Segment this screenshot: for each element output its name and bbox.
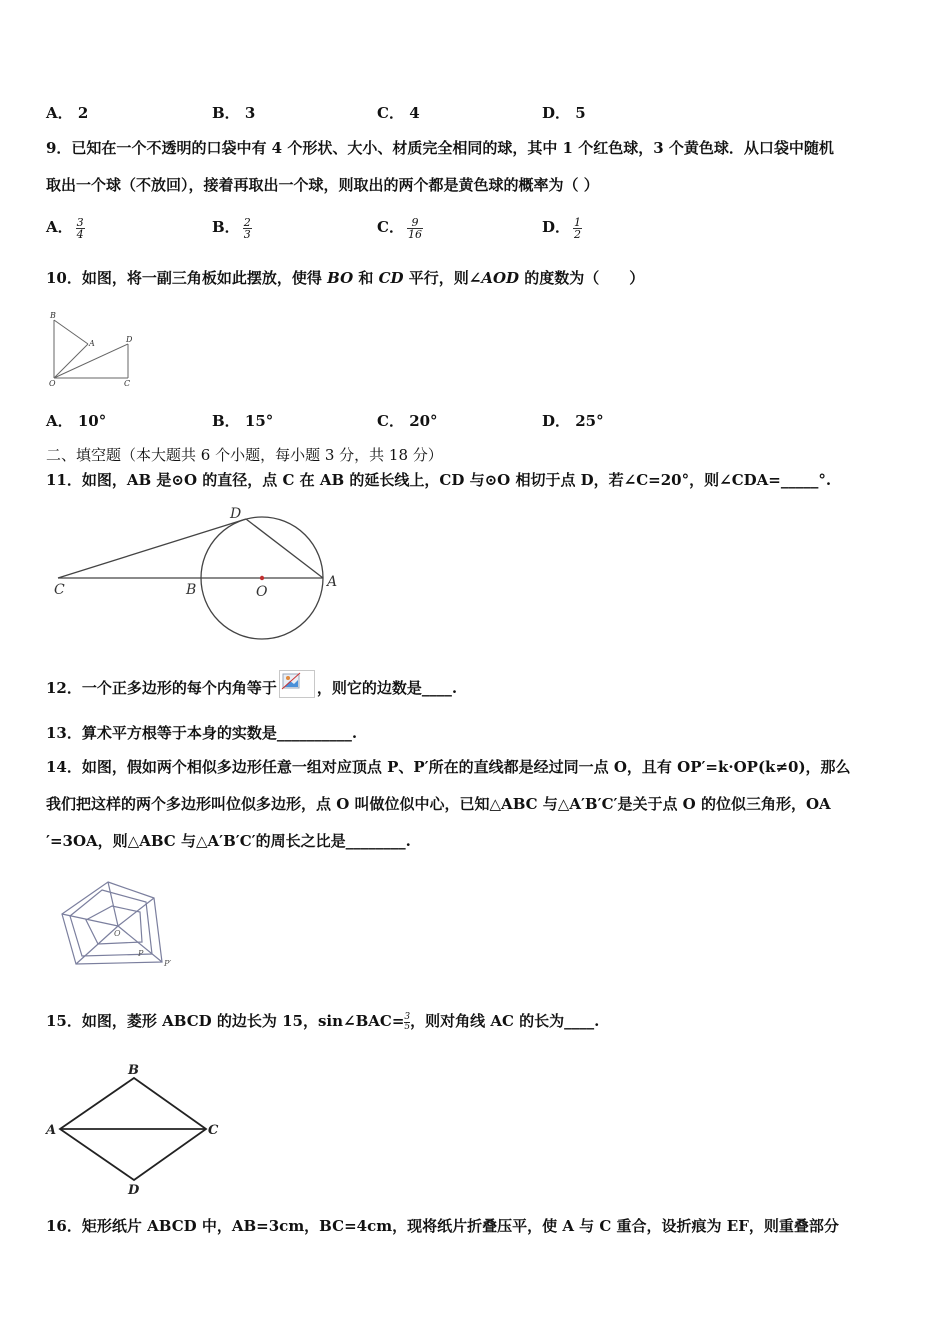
fig14-label-p: P — [138, 949, 144, 958]
q9-option-b: B． $\frac{2}{3}$ — [212, 215, 251, 241]
q14-line3: ′=3OA，则△ABC 与△A′B′C′的周长之比是________. — [46, 832, 411, 850]
q10-option-a: A． 10° — [46, 412, 107, 430]
q9-option-d: D． $\frac{1}{2}$ — [542, 215, 582, 241]
fig10-label-o: O — [49, 379, 56, 388]
fig15-label-a: A — [46, 1123, 57, 1138]
q11-stem: 11．如图，AB 是⊙O 的直径，点 C 在 AB 的延长线上，CD 与⊙O 相切于点 D，若∠C=20°，则∠CDA=_____°. — [46, 471, 832, 489]
q10-options — [46, 410, 906, 432]
fig11-label-b: B — [186, 582, 197, 598]
fig15-label-d: D — [128, 1183, 140, 1198]
q14-line2: 我们把这样的两个多边形叫位似多边形，点 O 叫做位似中心，已知△ABC 与△A′B′C′是关于点 O 的位似三角形，OA — [46, 795, 831, 813]
q10-figure — [44, 308, 140, 390]
section2-heading: 二、填空题（本大题共 6 个小题，每小题 3 分，共 18 分） — [46, 446, 443, 464]
q9-option-a: A． $\frac{3}{4}$ — [46, 215, 84, 241]
q11-figure — [46, 504, 346, 644]
q15-figure — [44, 1058, 228, 1198]
q12-stem: 12．一个正多边形的每个内角等于 ，则它的边数是____. — [46, 670, 457, 698]
fig10-label-b: B — [50, 311, 56, 320]
fig11-label-a: A — [327, 574, 338, 590]
q14-figure — [56, 876, 184, 976]
fig11-label-c: C — [54, 582, 65, 598]
q9-option-c: C． $\frac{9}{16}$ — [377, 215, 422, 241]
q8-option-d: D． 5 — [542, 104, 586, 122]
center-point — [260, 576, 264, 580]
fig10-label-c: C — [124, 379, 131, 388]
q10-option-c: C． 20° — [377, 412, 438, 430]
q16-stem: 16．矩形纸片 ABCD 中，AB=3cm，BC=4cm，现将纸片折叠压平，使 A 与 C 重合，设折痕为 EF，则重叠部分 — [46, 1217, 839, 1235]
broken-image-icon — [279, 670, 315, 698]
fig10-label-d: D — [126, 335, 133, 344]
fig14-label-o: O — [114, 929, 121, 938]
q8-option-a: A． 2 — [46, 104, 89, 122]
fig14-label-p-prime: P′ — [164, 959, 172, 968]
fig15-label-c: C — [208, 1123, 219, 1138]
fig11-label-o: O — [256, 584, 268, 600]
q9-options — [46, 215, 906, 241]
q9-line2: 取出一个球（不放回），接着再取出一个球，则取出的两个都是黄色球的概率为（ ） — [46, 176, 599, 194]
q13-stem: 13．算术平方根等于本身的实数是__________. — [46, 724, 358, 742]
q15-stem: 15．如图，菱形 ABCD 的边长为 15，sin∠BAC= $\frac{3}{5}$ ，则对角线 AC 的长为____. — [46, 1011, 600, 1032]
q10-stem: 10．如图，将一副三角板如此摆放，使得 BO 和 CD 平行，则∠AOD 的度数为（ ） — [46, 269, 645, 287]
q10-option-d: D． 25° — [542, 412, 604, 430]
q10-option-b: B． 15° — [212, 412, 274, 430]
fig11-label-d: D — [230, 506, 242, 522]
fig15-label-b: B — [128, 1063, 139, 1078]
fig10-label-a: A — [89, 339, 95, 348]
q8-option-c: C． 4 — [377, 104, 420, 122]
q9-line1: 9．已知在一个不透明的口袋中有 4 个形状、大小、材质完全相同的球，其中 1 个红色球，3 个黄色球．从口袋中随机 — [46, 139, 834, 157]
q14-line1: 14．如图，假如两个相似多边形任意一组对应顶点 P、P′所在的直线都是经过同一点 O，且有 OP′=k·OP(k≠0)，那么 — [46, 758, 851, 776]
q8-option-b: B． 3 — [212, 104, 256, 122]
q8-options — [46, 102, 906, 124]
